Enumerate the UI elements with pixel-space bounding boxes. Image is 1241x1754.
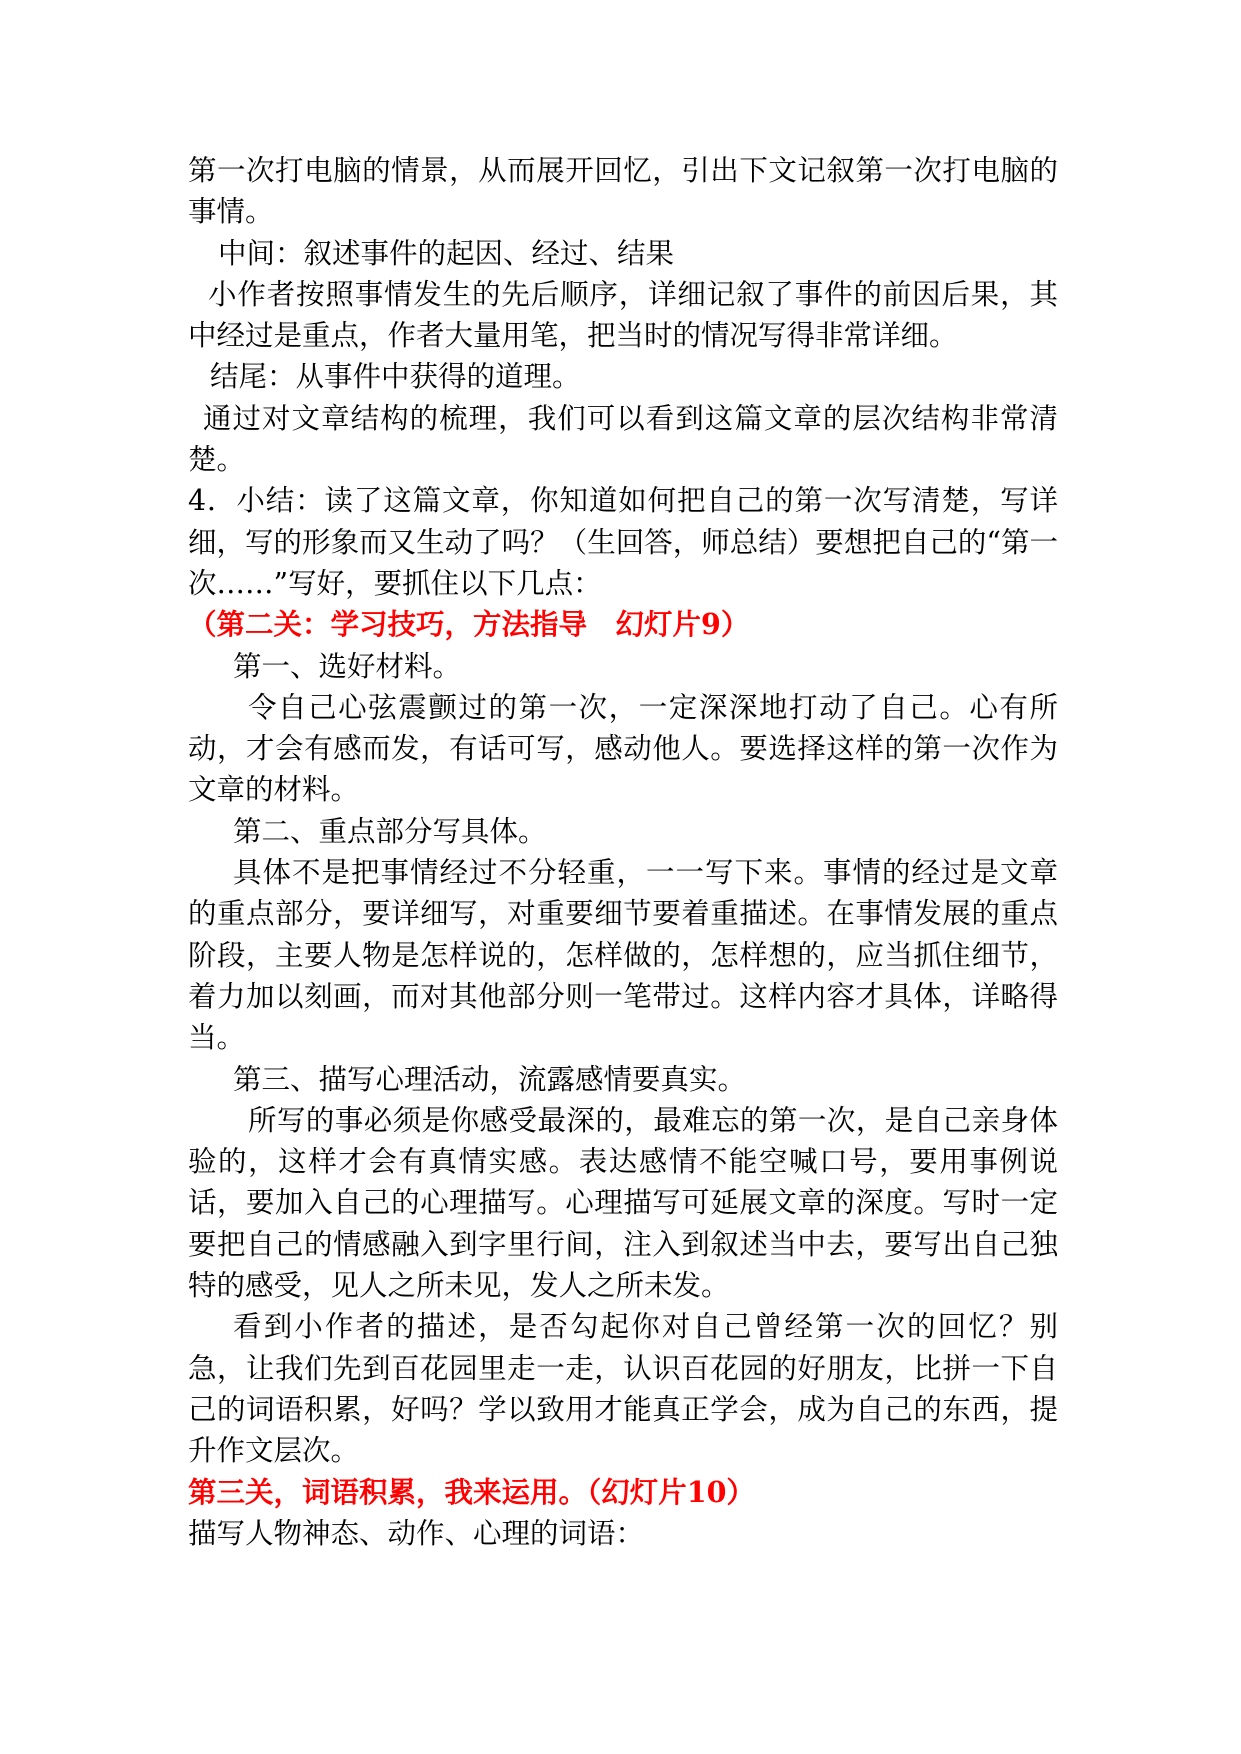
section-heading-level-3: 第三关，词语积累，我来运用。（幻灯片10） [188,1474,755,1509]
tip-body-3: 所写的事必须是你感受最深的，最难忘的第一次，是自己亲身体验的，这样才会有真情实感。表达感情不能空喊口号，要用事例说话，要加入自己的心理描写。心理描写可延展文章的深度。写时一定要把自己的情感融入到字里行间，注入到叙述当中去，要写出自己独特的感受，见人之所未见，发人之所未发。 [188,1103,1058,1303]
tip-heading-1: 第一、选好材料。 [233,649,462,683]
paragraph-summary-4: 4．小结：读了这篇文章，你知道如何把自己的第一次写清楚，写详细，写的形象而又生动了吗？（生回答，师总结）要想把自己的“第一次……”写好，要抓住以下几点： [188,484,1058,600]
paragraph-transition: 看到小作者的描述，是否勾起你对自己曾经第一次的回忆？别急，让我们先到百花园里走一走，认识百花园的好朋友，比拼一下自己的词语积累，好吗？学以致用才能真正学会，成为自己的东西，提升作文层次。 [188,1310,1058,1468]
paragraph-structure-summary: 通过对文章结构的梳理，我们可以看到这篇文章的层次结构非常清楚。 [188,401,1058,477]
tip-body-2: 具体不是把事情经过不分轻重，一一写下来。事情的经过是文章的重点部分，要详细写，对重要细节要着重描述。在事情发展的重点阶段，主要人物是怎样说的，怎样做的，怎样想的，应当抓住细节，着力加以刻画，而对其他部分则一笔带过。这样内容才具体，详略得当。 [188,856,1058,1055]
paragraph-ending-heading: 结尾：从事件中获得的道理。 [210,360,581,394]
tip-heading-3: 第三、描写心理活动，流露感情要真实。 [233,1062,747,1096]
paragraph-intro-continuation: 第一次打电脑的情景，从而展开回忆，引出下文记叙第一次打电脑的事情。 [188,154,1058,229]
paragraph-middle-heading: 中间：叙述事件的起因、经过、结果 [218,236,675,270]
paragraph-middle-description: 小作者按照事情发生的先后顺序，详细记叙了事件的前因后果，其中经过是重点，作者大量用笔，把当时的情况写得非常详细。 [188,277,1058,353]
document-body [188,150,1058,1554]
section-heading-level-2: （第二关：学习技巧，方法指导 幻灯片9） [188,607,750,642]
paragraph-vocabulary-intro: 描写人物神态、动作、心理的词语： [188,1516,645,1550]
tip-heading-2: 第二、重点部分写具体。 [233,814,547,848]
tip-body-1: 令自己心弦震颤过的第一次，一定深深地打动了自己。心有所动，才会有感而发，有话可写，感动他人。要选择这样的第一次作为文章的材料。 [188,690,1058,807]
